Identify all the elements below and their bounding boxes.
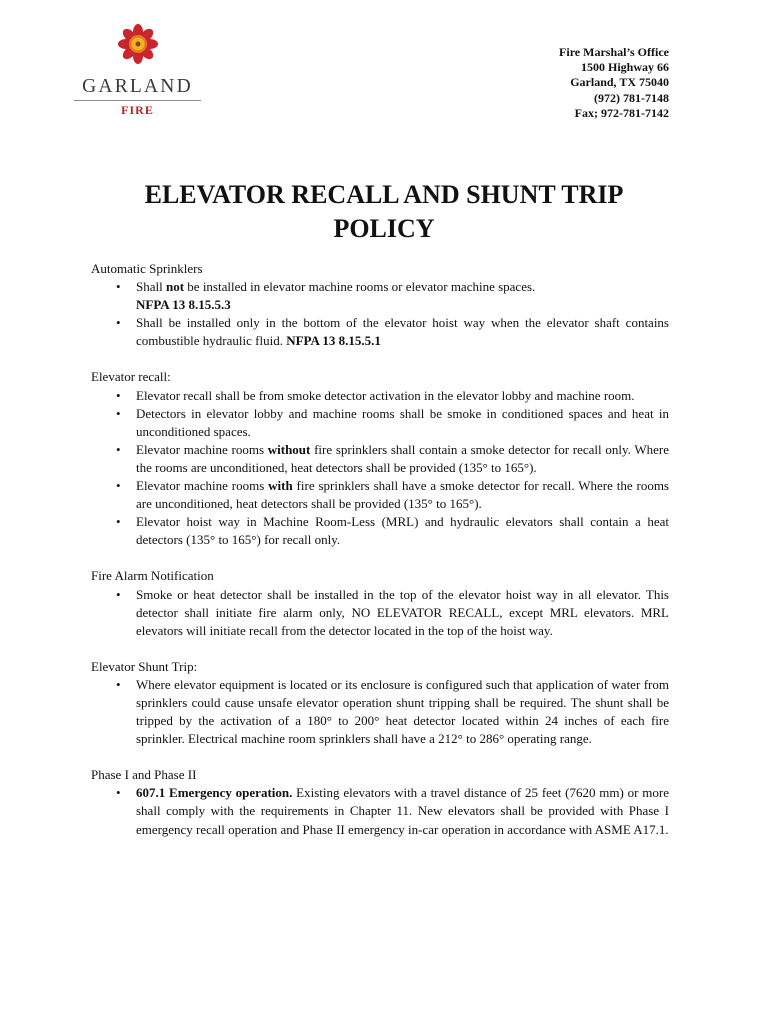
page-title-line1: ELEVATOR RECALL AND SHUNT TRIP: [144, 180, 624, 209]
text-run: Existing elevators with a travel distance of 25 feet (7620 mm) or more shall comply with the requirements in Chapter 11. New elevators shall be provided with Phase I emergency recall operation and Phase II emergency in-car operation in accordance with ASME A17.1.: [136, 785, 669, 837]
list-item: [91, 441, 669, 477]
bullet-list: [91, 278, 669, 350]
list-item: • Detectors in elevator lobby and machine rooms shall be smoke in conditioned spaces and heat in unconditioned spaces.: [91, 405, 669, 441]
page-title: [0, 178, 768, 246]
section-fire-alarm-notification: [91, 567, 669, 639]
list-item: • Elevator hoist way in Machine Room-Less (MRL) and hydraulic elevators shall contain a heat detectors (135° to 165°) for recall only.: [91, 513, 669, 549]
section-elevator-shunt-trip: [91, 658, 669, 748]
list-item: [91, 278, 669, 314]
text-run: Shall be installed only in the bottom of the elevator hoist way when the elevator shaft contains combustible hydraulic fluid.: [136, 315, 669, 349]
list-item: • Smoke or heat detector shall be installed in the top of the elevator hoist way in all elevator. This detector shall initiate fire alarm only, NO ELEVATOR RECALL, except MRL elevators. MRL elevators will initiate recall from the detector located in the top of the hoist way.: [91, 586, 669, 640]
list-item: [91, 477, 669, 513]
section-heading: Elevator recall:: [91, 369, 171, 385]
text-run: Shall: [136, 279, 166, 295]
logo-division: FIRE: [121, 103, 154, 117]
emphasis-not: not: [165, 279, 185, 295]
section-elevator-recall: [91, 368, 669, 549]
policy-body: [91, 260, 669, 857]
section-automatic-sprinklers: [91, 260, 669, 350]
bullet-list: [91, 784, 669, 838]
list-item: [91, 784, 669, 838]
section-phase-i-and-ii: [91, 766, 669, 838]
code-reference: NFPA 13 8.15.5.1: [286, 333, 381, 349]
contact-fax: Fax; 972-781-7142: [574, 105, 669, 120]
contact-phone: (972) 781-7148: [594, 90, 669, 105]
page-title-line2: POLICY: [333, 214, 435, 243]
list-item: [91, 314, 669, 350]
garland-fire-logo: [70, 22, 205, 122]
section-heading: Fire Alarm Notification: [91, 568, 214, 584]
list-item: • Elevator recall shall be from smoke detector activation in the elevator lobby and machine room.: [91, 387, 669, 405]
section-heading: Automatic Sprinklers: [91, 261, 203, 276]
contact-street: 1500 Highway 66: [580, 60, 669, 75]
bullet-list: [91, 676, 669, 748]
flower-emblem-icon: [118, 24, 158, 64]
bullet-list: [91, 387, 669, 550]
section-heading: Elevator Shunt Trip:: [91, 658, 198, 674]
contact-city: Garland, TX 75040: [570, 75, 669, 90]
text-run: fire sprinklers shall have a smoke detector for recall. Where the rooms are unconditioned, heat detectors shall be provided (135° to 165°).: [136, 478, 669, 512]
emphasis-without: without: [267, 441, 311, 457]
logo-org-name: GARLAND: [82, 76, 193, 97]
code-reference: NFPA 13 8.15.5.3: [136, 297, 231, 313]
text-run: be installed in elevator machine rooms or elevator machine spaces.: [184, 279, 536, 295]
logo-divider: [74, 100, 201, 101]
emphasis-code-title: 607.1 Emergency operation.: [136, 785, 293, 801]
text-run: fire sprinklers shall contain a smoke detector for recall only. Where the rooms are unconditioned, heat detectors shall be provided (135° to 165°).: [136, 441, 669, 475]
text-run: Elevator machine rooms: [136, 441, 268, 457]
contact-block: [559, 45, 669, 121]
emphasis-with: with: [268, 478, 293, 494]
section-heading: Phase I and Phase II: [91, 767, 197, 783]
text-run: Elevator machine rooms: [136, 478, 269, 494]
list-item: • Where elevator equipment is located or its enclosure is configured such that application of water from sprinklers could cause unsafe elevator operation shunt tripping shall be required. The shunt shall be tripped by the activation of a 180° to 200° heat detector located within 24 inches of each fire sprinkler. Electrical machine room sprinklers shall have a 212° to 286° operating range.: [91, 676, 669, 748]
contact-office: Fire Marshal’s Office: [559, 45, 669, 59]
bullet-list: [91, 586, 669, 640]
